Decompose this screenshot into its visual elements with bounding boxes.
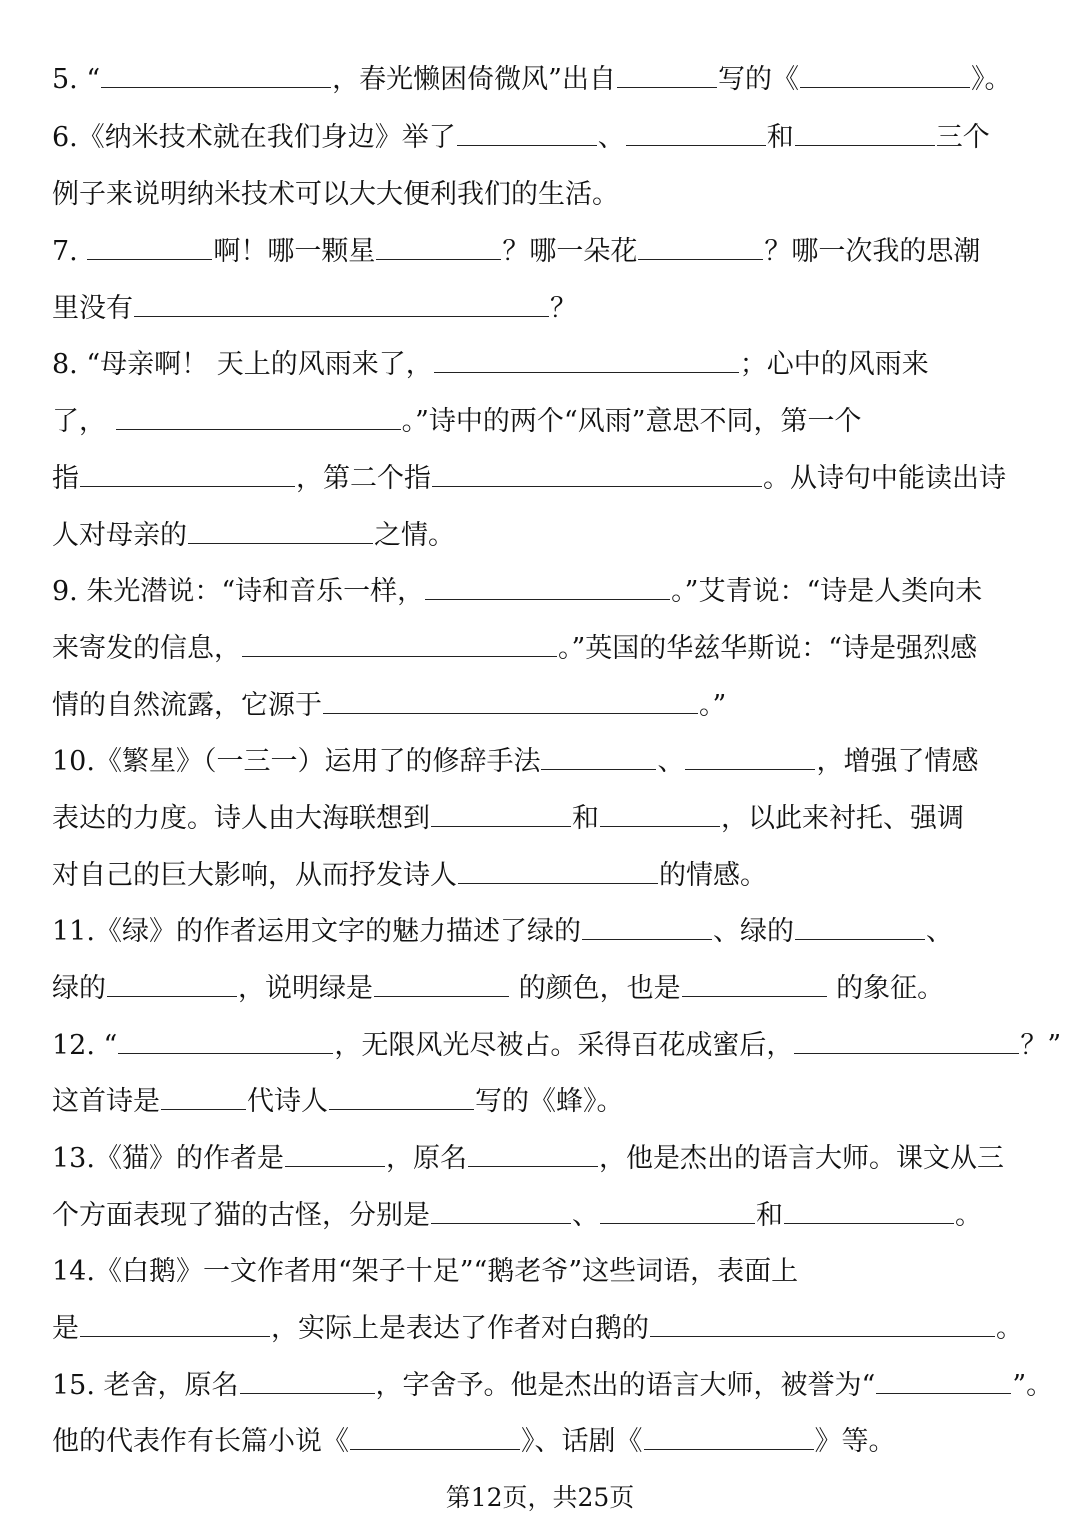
answer-blank[interactable] <box>626 123 766 146</box>
question-text: 啊！哪一颗星 <box>213 236 376 267</box>
answer-blank[interactable] <box>650 1314 995 1337</box>
question-text: 他的代表作有长篇小说《 <box>52 1426 349 1457</box>
answer-blank[interactable] <box>240 1371 375 1394</box>
question-line <box>52 1196 982 1236</box>
question-text: ，春光懒困倚微风”出自 <box>332 64 616 95</box>
question-text: ？哪一朵花 <box>502 236 638 267</box>
answer-blank[interactable] <box>682 974 827 997</box>
question-text: 》、话剧《 <box>521 1426 643 1457</box>
question-line <box>52 799 964 839</box>
question-text: 、 <box>597 122 625 153</box>
question-text: ，字舍予。他是杰出的语言大师，被誉为“ <box>375 1370 876 1401</box>
question-line <box>52 969 944 1009</box>
question-text: 11.《绿》的作者运用文字的魅力描述了绿的 <box>52 916 581 947</box>
question-text: 表达的力度。诗人由大海联想到 <box>52 803 430 834</box>
question-text: 和 <box>756 1200 783 1231</box>
question-text: 12. “ <box>52 1030 118 1061</box>
question-text: 14.《白鹅》一文作者用“架子十足”“鹅老爷”这些词语，表面上 <box>52 1256 799 1287</box>
question-text: ，以此来衬托、强调 <box>721 803 964 834</box>
question-text: 15. 老舍，原名 <box>52 1370 239 1401</box>
question-text: 是 <box>52 1313 79 1344</box>
question-text: 。”英国的华兹华斯说：“诗是强烈感 <box>558 633 978 664</box>
question-text: 写的《蜂》。 <box>475 1086 624 1117</box>
answer-blank[interactable] <box>101 65 331 88</box>
question-text: 三个 <box>935 122 990 153</box>
question-text: 、绿的 <box>712 916 794 947</box>
question-text: 、 <box>657 746 685 777</box>
question-text: 6.《纳米技术就在我们身边》举了 <box>52 122 456 153</box>
answer-blank[interactable] <box>107 974 237 997</box>
question-text: ，他是杰出的语言大师。课文从三 <box>598 1143 1004 1174</box>
question-text: 的颜色，也是 <box>510 973 681 1004</box>
question-text: 。 <box>955 1200 982 1231</box>
answer-blank[interactable] <box>468 1144 598 1167</box>
question-text: 10.《繁星》（一三一）运用了的修辞手法 <box>52 746 541 777</box>
answer-blank[interactable] <box>600 804 720 827</box>
answer-blank[interactable] <box>242 634 557 657</box>
question-line <box>52 459 1006 499</box>
answer-blank[interactable] <box>425 577 670 600</box>
question-text: 13.《猫》的作者是 <box>52 1143 284 1174</box>
answer-blank[interactable] <box>876 1371 1011 1394</box>
question-text: 8. “母亲啊！ 天上的风雨来了， <box>52 349 433 380</box>
answer-blank[interactable] <box>116 407 401 430</box>
answer-blank[interactable] <box>80 464 295 487</box>
question-text: 代诗人 <box>247 1086 328 1117</box>
question-text: 5. “ <box>52 64 101 95</box>
answer-blank[interactable] <box>80 1314 270 1337</box>
answer-blank[interactable] <box>376 237 501 260</box>
question-text: 了， <box>52 406 115 437</box>
question-line <box>52 1026 1061 1066</box>
question-line <box>52 742 978 782</box>
answer-blank[interactable] <box>374 974 509 997</box>
question-text: 之情。 <box>374 520 455 551</box>
question-line <box>52 345 929 385</box>
question-line <box>52 402 862 442</box>
answer-blank[interactable] <box>541 747 656 770</box>
question-text: 里没有 <box>52 293 133 324</box>
question-text: 的情感。 <box>659 860 767 891</box>
question-text: 例子来说明纳米技术可以大大便利我们的生活。 <box>52 179 619 210</box>
answer-blank[interactable] <box>794 1031 1019 1054</box>
question-text: 。” <box>699 690 727 721</box>
question-line <box>52 1139 1004 1179</box>
question-line <box>52 572 982 612</box>
question-line <box>52 1082 624 1122</box>
answer-blank[interactable] <box>582 917 712 940</box>
question-text: ”。 <box>1012 1370 1054 1401</box>
answer-blank[interactable] <box>134 294 549 317</box>
answer-blank[interactable] <box>457 123 597 146</box>
question-text: 对自己的巨大影响，从而抒发诗人 <box>52 860 457 891</box>
question-line <box>52 118 990 158</box>
question-text: ？” <box>1020 1030 1062 1061</box>
question-line <box>52 289 577 329</box>
question-text: 。从诗句中能读出诗 <box>763 463 1006 494</box>
question-text: 。 <box>996 1313 1023 1344</box>
question-text: 这首诗是 <box>52 1086 160 1117</box>
answer-blank[interactable] <box>784 1201 954 1224</box>
question-text: 、 <box>925 916 953 947</box>
answer-blank[interactable] <box>188 521 373 544</box>
question-line <box>52 516 455 556</box>
answer-blank[interactable] <box>800 65 970 88</box>
question-line <box>52 912 953 952</box>
page-footer: 第12页，共25页 <box>445 1483 635 1512</box>
answer-blank[interactable] <box>600 1201 755 1224</box>
answer-blank[interactable] <box>285 1144 385 1167</box>
question-text: 指 <box>52 463 79 494</box>
answer-blank[interactable] <box>638 237 763 260</box>
question-line <box>52 60 1011 100</box>
question-text: 》。 <box>970 64 1012 95</box>
question-text: 7. <box>52 236 87 267</box>
question-text: 、 <box>572 1200 599 1231</box>
answer-blank[interactable] <box>431 1201 571 1224</box>
question-text: 》等。 <box>814 1426 896 1457</box>
question-text: ，增强了情感 <box>816 746 979 777</box>
question-text: 。”艾青说：“诗是人类向未 <box>671 576 983 607</box>
answer-blank[interactable] <box>87 237 212 260</box>
question-line <box>52 686 726 726</box>
question-text: ，原名 <box>385 1143 467 1174</box>
answer-blank[interactable] <box>432 464 762 487</box>
answer-blank[interactable] <box>161 1087 246 1110</box>
question-text: ？ <box>550 293 577 324</box>
question-line <box>52 1252 798 1292</box>
question-text: ，第二个指 <box>296 463 431 494</box>
answer-blank[interactable] <box>458 861 658 884</box>
question-line <box>52 1366 1053 1406</box>
question-line <box>52 629 977 669</box>
question-text: 和 <box>766 122 794 153</box>
question-text: 9. 朱光潜说：“诗和音乐一样， <box>52 576 425 607</box>
question-text: 人对母亲的 <box>52 520 187 551</box>
question-line <box>52 232 980 272</box>
question-text: 个方面表现了猫的古怪，分别是 <box>52 1200 430 1231</box>
question-text: 和 <box>572 803 599 834</box>
answer-blank[interactable] <box>617 65 717 88</box>
answer-blank[interactable] <box>795 917 925 940</box>
answer-blank[interactable] <box>644 1427 814 1450</box>
question-text: 。”诗中的两个“风雨”意思不同，第一个 <box>401 406 862 437</box>
answer-blank[interactable] <box>350 1427 520 1450</box>
answer-blank[interactable] <box>685 747 815 770</box>
question-text: 来寄发的信息， <box>52 633 241 664</box>
question-text: ，实际上是表达了作者对白鹅的 <box>271 1313 649 1344</box>
question-line <box>52 1422 896 1462</box>
answer-blank[interactable] <box>434 350 739 373</box>
answer-blank[interactable] <box>118 1031 333 1054</box>
question-line <box>52 1309 1023 1349</box>
question-text: ；心中的风雨来 <box>739 349 929 380</box>
question-text: ，无限风光尽被占。采得百花成蜜后， <box>334 1030 794 1061</box>
answer-blank[interactable] <box>795 123 935 146</box>
question-line <box>52 175 619 215</box>
answer-blank[interactable] <box>329 1087 474 1110</box>
answer-blank[interactable] <box>323 691 698 714</box>
question-line <box>52 856 767 896</box>
question-text: 情的自然流露，它源于 <box>52 690 322 721</box>
question-text: 的象征。 <box>827 973 945 1004</box>
question-text: ，说明绿是 <box>238 973 373 1004</box>
question-text: 绿的 <box>52 973 106 1004</box>
answer-blank[interactable] <box>431 804 571 827</box>
question-text: ？哪一次我的思潮 <box>764 236 981 267</box>
question-text: 写的《 <box>717 64 799 95</box>
